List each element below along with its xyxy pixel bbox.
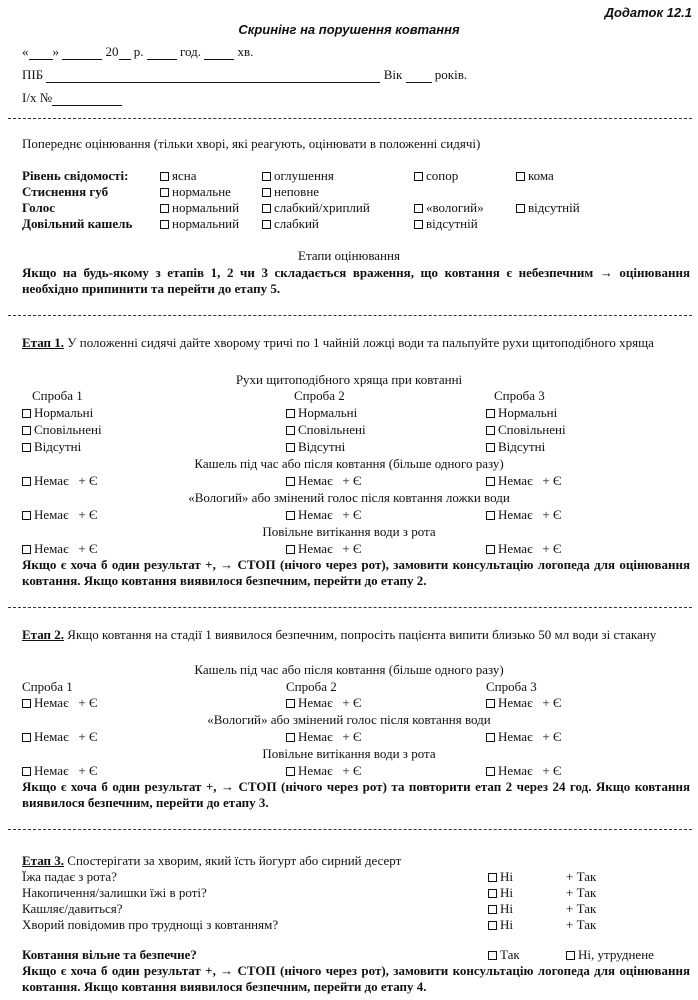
- movement-option[interactable]: Нормальні: [486, 405, 557, 421]
- no-option[interactable]: Ні: [488, 885, 513, 901]
- appendix-label: Додаток 12.1: [604, 5, 692, 20]
- pre-row-label: Стиснення губ: [22, 184, 109, 199]
- stage3-question: Їжа падає з рота?: [22, 869, 117, 884]
- none-yes-row[interactable]: Немає + Є: [486, 729, 562, 745]
- stage1-sub-heading: Рухи щитоподібного хряща при ковтанні: [235, 372, 463, 387]
- yes-option[interactable]: + Так: [566, 901, 597, 916]
- movement-option[interactable]: Нормальні: [286, 405, 357, 421]
- movement-option[interactable]: Сповільнені: [22, 422, 102, 438]
- attempt-label: Спроба 2: [294, 388, 345, 403]
- pre-option[interactable]: слабкий: [262, 216, 319, 232]
- divider: [8, 829, 692, 830]
- none-yes-row[interactable]: Немає + Є: [22, 507, 98, 523]
- attempt-label: Спроба 2: [286, 679, 337, 694]
- stage3-footer: Якщо є хоча б один результат +, → СТОП (нічого через рот), замовити консультацію логопеда для оцінювання ковтання. Якщо ковтання виявилося безпечним, перейти до етапу 4.: [22, 963, 690, 994]
- stage2-intro: Етап 2. Якщо ковтання на стадії 1 виявилося безпечним, попросіть пацієнта випити близько 50 мл води зі стакану: [22, 627, 657, 642]
- no-option[interactable]: Ні: [488, 901, 513, 917]
- page-title: Скринінг на порушення ковтання: [238, 22, 460, 37]
- none-yes-row[interactable]: Немає + Є: [486, 507, 562, 523]
- pre-row-label: Довільний кашель: [22, 216, 133, 231]
- none-yes-row[interactable]: Немає + Є: [22, 729, 98, 745]
- stage2-sub-heading: Повільне витікання води з рота: [262, 746, 436, 761]
- pre-row-label: Голос: [22, 200, 56, 215]
- stage3-question: Кашляє/давиться?: [22, 901, 123, 916]
- divider: [8, 315, 692, 316]
- stage3-question: Хворий повідомив про труднощі з ковтанням?: [22, 917, 279, 932]
- yes-option[interactable]: + Так: [566, 917, 597, 932]
- pre-option[interactable]: неповне: [262, 184, 319, 200]
- pre-option[interactable]: «вологий»: [414, 200, 484, 216]
- none-yes-row[interactable]: Немає + Є: [22, 695, 98, 711]
- movement-option[interactable]: Відсутні: [286, 439, 345, 455]
- movement-option[interactable]: Сповільнені: [286, 422, 366, 438]
- attempt-label: Спроба 3: [486, 679, 537, 694]
- date-line: « » 20 р. год. хв.: [22, 44, 254, 59]
- stage2-footer: Якщо є хоча б один результат +, → СТОП (нічого через рот) та повторити етап 2 через 24 год. Якщо ковтання виявилося безпечним, перейти до етапу 3.: [22, 779, 690, 810]
- yes-option[interactable]: + Так: [566, 869, 597, 884]
- none-yes-row[interactable]: Немає + Є: [22, 541, 98, 557]
- stage2-sub-heading: «Вологий» або змінений голос після ковтання води: [207, 712, 491, 727]
- stages-note: Якщо на будь-якому з етапів 1, 2 чи 3 складається враження, що ковтання є небезпечним → оцінювання необхідно припинити та перейти до етапу 5.: [22, 265, 690, 296]
- none-yes-row[interactable]: Немає + Є: [486, 473, 562, 489]
- none-yes-row[interactable]: Немає + Є: [486, 763, 562, 779]
- yes-option[interactable]: + Так: [566, 885, 597, 900]
- movement-option[interactable]: Сповільнені: [486, 422, 566, 438]
- pre-option[interactable]: слабкий/хриплий: [262, 200, 370, 216]
- pre-option[interactable]: кома: [516, 168, 554, 184]
- pre-option[interactable]: відсутній: [516, 200, 580, 216]
- none-yes-row[interactable]: Немає + Є: [286, 729, 362, 745]
- pre-option[interactable]: нормальне: [160, 184, 231, 200]
- divider: [8, 118, 692, 119]
- pre-intro: Попереднє оцінювання (тільки хворі, які реагують, оцінювати в положенні сидячі): [22, 136, 481, 151]
- stage1-sub-heading: Повільне витікання води з рота: [262, 524, 436, 539]
- stage1-sub-heading: Кашель під час або після ковтання (більше одного разу): [194, 456, 504, 471]
- none-yes-row[interactable]: Немає + Є: [486, 695, 562, 711]
- pre-option[interactable]: оглушення: [262, 168, 334, 184]
- pre-option[interactable]: сопор: [414, 168, 458, 184]
- divider: [8, 607, 692, 608]
- none-yes-row[interactable]: Немає + Є: [286, 507, 362, 523]
- attempt-label: Спроба 3: [494, 388, 545, 403]
- stage1-sub-heading: «Вологий» або змінений голос після ковтання ложки води: [188, 490, 510, 505]
- free-yes-option[interactable]: Так: [488, 947, 520, 963]
- attempt-label: Спроба 1: [22, 679, 73, 694]
- none-yes-row[interactable]: Немає + Є: [286, 763, 362, 779]
- none-yes-row[interactable]: Немає + Є: [486, 541, 562, 557]
- none-yes-row[interactable]: Немає + Є: [286, 473, 362, 489]
- no-option[interactable]: Ні: [488, 917, 513, 933]
- attempt-label: Спроба 1: [32, 388, 83, 403]
- pre-row-label: Рівень свідомості:: [22, 168, 129, 183]
- stage3-question: Накопичення/залишки їжі в роті?: [22, 885, 207, 900]
- stage3-intro: Етап 3. Спостерігати за хворим, який їсть йогурт або сирний десерт: [22, 853, 402, 868]
- stages-heading: Етапи оцінювання: [298, 248, 400, 263]
- name-line: ПІБ Вік років.: [22, 67, 468, 82]
- stage1-footer: Якщо є хоча б один результат +, → СТОП (нічого через рот), замовити консультацію логопеда для оцінювання ковтання. Якщо ковтання виявилося безпечним, перейти до етапу 2.: [22, 557, 690, 588]
- no-option[interactable]: Ні: [488, 869, 513, 885]
- pre-option[interactable]: ясна: [160, 168, 196, 184]
- none-yes-row[interactable]: Немає + Є: [22, 473, 98, 489]
- none-yes-row[interactable]: Немає + Є: [22, 763, 98, 779]
- free-swallow-label: Ковтання вільне та безпечне?: [22, 947, 197, 962]
- pre-option[interactable]: нормальний: [160, 216, 239, 232]
- movement-option[interactable]: Відсутні: [22, 439, 81, 455]
- pre-option[interactable]: нормальний: [160, 200, 239, 216]
- none-yes-row[interactable]: Немає + Є: [286, 695, 362, 711]
- stage1-intro: Етап 1. У положенні сидячі дайте хворому тричі по 1 чайній ложці води та пальпуйте рухи щитоподібного хряща: [22, 335, 654, 350]
- pre-option[interactable]: відсутній: [414, 216, 478, 232]
- record-line: І/х №: [22, 90, 122, 106]
- stage2-sub-heading: Кашель під час або після ковтання (більше одного разу): [194, 662, 504, 677]
- movement-option[interactable]: Нормальні: [22, 405, 93, 421]
- none-yes-row[interactable]: Немає + Є: [286, 541, 362, 557]
- movement-option[interactable]: Відсутні: [486, 439, 545, 455]
- free-no-option[interactable]: Ні, утруднене: [566, 947, 654, 963]
